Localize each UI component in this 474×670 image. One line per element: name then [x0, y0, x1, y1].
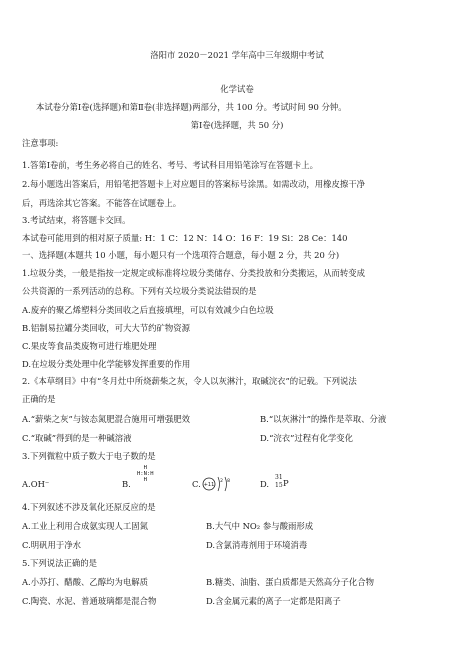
- q3-option-c-atom-diagram: [202, 473, 236, 495]
- note-2-line2: 后，再选涂其它答案。不能答在试题卷上。: [22, 198, 182, 208]
- q3-option-c-nucleus: +11: [203, 482, 215, 488]
- q3-option-b-label: B.: [122, 479, 131, 489]
- q5-option-c: C.陶瓷、水泥、普通玻璃都是混合物: [22, 596, 157, 606]
- q3-option-d-isotope: [275, 474, 295, 494]
- subject-title: 化学试卷: [220, 84, 254, 94]
- notes-heading: 注意事项:: [22, 138, 59, 148]
- q1-option-a: A.废弃的聚乙烯塑料分类回收之后直接填埋，可以有效减少白色垃圾: [22, 305, 274, 315]
- q2-option-d: D.“浣衣”过程有化学变化: [260, 433, 354, 443]
- q5-option-a: A.小苏打、醋酸、乙醇均为电解质: [22, 577, 148, 587]
- part1-title: 第Ⅰ卷(选择题，共 50 分): [190, 120, 284, 130]
- q3-option-d-mass: 31: [275, 474, 283, 481]
- q1-stem-line1: 1.垃圾分类，一般是指按一定规定或标准将垃圾分类储存、分类投放和分类搬运，从而转变成: [22, 268, 365, 278]
- q4-option-a: A.工业上利用合成氨实现人工固氮: [22, 521, 148, 531]
- q3-option-d-atomic-number: 15: [275, 482, 283, 489]
- q4-stem: 4.下列叙述不涉及氧化还原反应的是: [22, 502, 156, 512]
- note-1: 1.答第Ⅰ卷前，考生务必将自己的姓名、考号、考试科目用铅笔涂写在答题卡上。: [22, 160, 319, 170]
- q1-stem-line2: 公共资源的一系列活动的总称。下列有关垃圾分类说法错误的是: [22, 286, 257, 296]
- q1-option-b: B.铝制易拉罐分类回收，可大大节约矿物资源: [22, 323, 190, 333]
- svg-text:2: 2: [220, 479, 223, 484]
- q2-stem-line2: 正确的是: [22, 394, 56, 404]
- svg-text:8: 8: [227, 479, 230, 484]
- q3-option-c-label: C.: [192, 479, 201, 489]
- q2-stem-line1: 2.《本草纲目》中有“冬月灶中所烧薪柴之灰，令人以灰淋汁，取碱浣衣”的记载。下列说法: [22, 376, 357, 386]
- q1-option-d: D.在垃圾分类处理中化学能够发挥重要的作用: [22, 359, 191, 369]
- q4-option-c: C.明矾用于净水: [22, 540, 82, 550]
- q1-option-c: C.果皮等食品类废物可进行堆肥处理: [22, 341, 157, 351]
- section-1-title: 一、选择题(本题共 10 小题，每小题只有一个选项符合题意，每小题 2 分，共 20 分): [22, 250, 340, 260]
- q3-stem: 3.下列微粒中质子数大于电子数的是: [22, 451, 156, 461]
- q5-option-d: D.含金属元素的离子一定都是阳离子: [206, 596, 341, 606]
- q5-stem: 5.下列说法正确的是: [22, 558, 97, 568]
- q3-option-a: A.OH⁻: [22, 479, 50, 489]
- q2-option-a: A.“薪柴之灰”与铵态氮肥混合施用可增强肥效: [22, 414, 191, 424]
- q4-option-d: D.含氯消毒剂用于环境消毒: [206, 540, 308, 550]
- note-3: 3.考试结束，将答题卡交回。: [22, 215, 131, 225]
- q2-option-c: C.“取碱”得到的是一种碱溶液: [22, 433, 132, 443]
- q5-option-b: B.糖类、油脂、蛋白质都是天然高分子化合物: [206, 577, 374, 587]
- q3-option-d-symbol: P: [283, 478, 289, 488]
- note-2-line1: 2.每小题选出答案后，用铅笔把答题卡上对应题目的答案标号涂黑。如需改动，用橡皮擦干净: [22, 179, 365, 189]
- intro-text: 本试卷分第Ⅰ卷(选择题)和第Ⅱ卷(非选择题)两部分，共 100 分。考试时间 90 分钟。: [36, 102, 347, 112]
- q4-option-b: B.大气中 NO₂ 参与酸雨形成: [206, 521, 314, 531]
- atomic-masses: 本试卷可能用到的相对原子质量: H：1 C：12 N：14 O：16 F：19 Si：28 Ce：140: [22, 233, 348, 243]
- q3-option-b-structure: H H:N:H H: [137, 465, 154, 483]
- q2-option-b: B.“以灰淋汁”的操作是萃取、分液: [260, 414, 387, 424]
- exam-title: 洛阳市 2020－2021 学年高中三年级期中考试: [150, 50, 324, 60]
- q3-option-d-label: D.: [260, 479, 270, 489]
